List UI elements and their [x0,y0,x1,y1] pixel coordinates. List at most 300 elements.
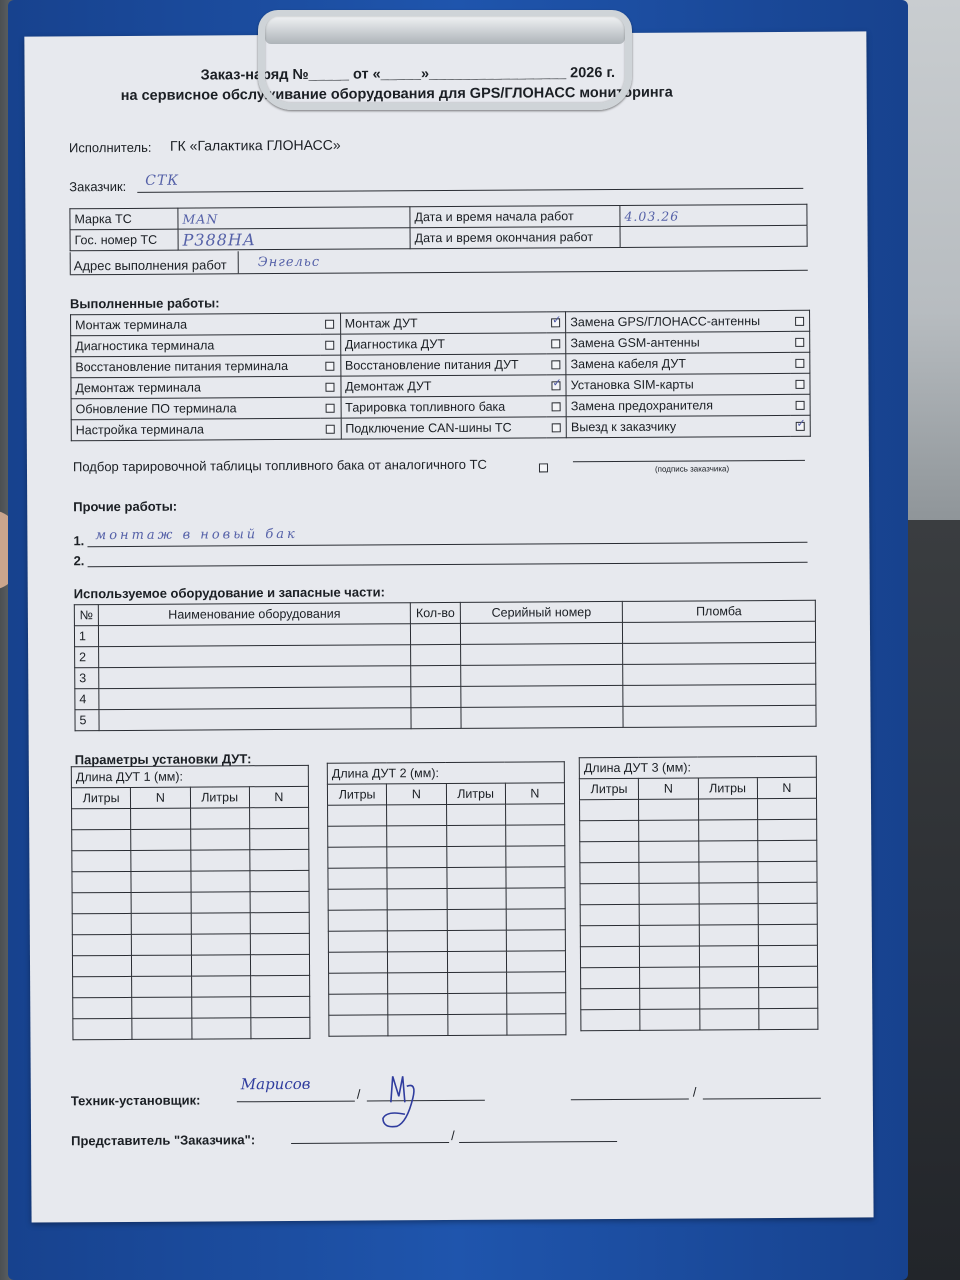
dut-row [72,807,309,829]
dut-cell[interactable] [759,1008,818,1029]
work-item-label: Диагностика ДУТ [340,333,546,355]
dut-cell[interactable] [387,826,446,847]
dut-cell[interactable] [72,829,131,850]
work-item-label: Обновление ПО терминала [71,397,321,420]
dut-cell[interactable] [505,804,564,825]
dut-col-header: Литры [446,783,505,804]
equipment-cell[interactable] [623,705,816,727]
dut-cell[interactable] [190,850,249,871]
header-line-2: на сервисное обслуживание оборудования для GPS/ГЛОНАСС мониторинга [120,84,673,104]
work-item-checkbox-cell [546,375,566,396]
work-item-checkbox-cell [790,373,810,394]
address-divider [238,251,239,273]
dut-cell[interactable] [251,1017,310,1038]
executor-value: ГК «Галактика ГЛОНАСС» [169,136,341,154]
dut-cell[interactable] [191,934,250,955]
dut-row [329,993,566,1015]
work-item-checkbox-cell [321,397,341,418]
dut-cell[interactable] [250,996,309,1017]
technician-slash: / [356,1086,361,1102]
dut-cell[interactable] [446,825,505,846]
representative-label: Представитель "Заказчика": [71,1132,256,1149]
equipment-cell[interactable] [99,687,411,710]
dut-cell[interactable] [580,883,639,904]
equipment-cell[interactable] [461,643,623,665]
dut-cell[interactable] [758,924,817,945]
dut-row [328,867,565,889]
work-item-label: Замена предохранителя [566,394,790,416]
dut-col-header: N [387,784,446,805]
dut-cell[interactable] [72,913,131,934]
work-item-checkbox[interactable] [551,361,560,370]
dut-cell[interactable] [132,955,191,976]
work-item-checkbox-cell [546,333,566,354]
dut-row [580,945,817,967]
technician-label: Техник-установщик: [70,1092,201,1109]
equipment-cell[interactable] [460,622,622,644]
dut-cell[interactable] [639,841,698,862]
work-item-checkbox[interactable] [795,422,804,431]
work-item-checkbox[interactable] [325,320,334,329]
dut-cell[interactable] [328,805,387,826]
dut-cell[interactable] [388,973,447,994]
work-item-checkbox[interactable] [795,401,804,410]
work-item-checkbox-cell [790,394,810,415]
dut-cell[interactable] [505,825,564,846]
work-item-checkbox-cell [546,312,566,333]
technician-name-line [237,1101,355,1103]
dut-cell[interactable] [388,931,447,952]
second-sign-line [703,1098,821,1100]
dut-cell[interactable] [388,952,447,973]
dut-row [580,840,817,862]
start-value[interactable]: 4.03.26 [620,204,807,226]
work-item-label: Выезд к заказчику [566,415,790,437]
dut-table-3 [579,756,819,1031]
equipment-cell[interactable] [99,645,411,668]
dut-cell[interactable] [73,976,132,997]
dut-cell[interactable] [72,892,131,913]
dut-cell[interactable] [328,889,387,910]
equipment-cell[interactable] [623,684,816,706]
work-item-checkbox[interactable] [551,319,560,328]
equipment-cell[interactable] [623,663,816,685]
dut-cell[interactable] [699,967,758,988]
dut-row [72,933,309,955]
dut-cell[interactable] [757,798,816,819]
work-item-label: Восстановление питания ДУТ [340,354,546,376]
dut-row [73,1017,310,1039]
dut-cell[interactable] [699,925,758,946]
dut-cell[interactable] [446,804,505,825]
dut-row [581,966,818,988]
dut-cell[interactable] [191,1018,250,1039]
work-item-checkbox[interactable] [552,424,561,433]
equipment-cell[interactable] [411,686,461,707]
dut-cell[interactable] [639,820,698,841]
other-work-1-value[interactable]: монтаж в новый бак [95,526,298,544]
dut-cell[interactable] [328,931,387,952]
dut-cell[interactable] [329,973,388,994]
dut-cell[interactable] [581,967,640,988]
dut-cell[interactable] [698,841,757,862]
work-item-checkbox-cell [320,334,340,355]
dut-cell[interactable] [506,846,565,867]
dut-row [328,951,565,973]
dut-row [72,912,309,934]
dut-cell[interactable] [328,952,387,973]
plate-value[interactable]: Р388НА [178,228,410,250]
start-label: Дата и время начала работ [410,205,620,227]
work-item-label: Тарировка топливного бака [341,396,547,418]
dut-cell[interactable] [446,867,505,888]
equipment-cell[interactable] [461,706,623,728]
header-line-1: Заказ-наряд №_____ от «_____»_________________ 2026 г. [200,64,616,84]
work-item-checkbox[interactable] [326,362,335,371]
equipment-cell[interactable] [623,642,816,664]
work-item-checkbox[interactable] [326,404,335,413]
other-work-1-line [87,542,807,547]
dut-cell[interactable] [191,892,250,913]
dut-cell[interactable] [388,1015,447,1036]
dut-col-header: Литры [579,778,638,799]
dut-cell[interactable] [639,799,698,820]
equipment-cell[interactable] [411,707,461,728]
equipment-table [74,600,817,732]
work-item-checkbox[interactable] [551,382,560,391]
calibration-label: Подбор тарировочной таблицы топливного бака от аналогичного ТС [72,456,487,475]
dut-cell[interactable] [447,951,506,972]
dut-cell[interactable] [72,955,131,976]
dut-row [72,891,309,913]
dut-cell[interactable] [131,913,190,934]
dut-row [580,924,817,946]
dut-cell[interactable] [698,862,757,883]
dut-cell[interactable] [250,975,309,996]
dut-cell[interactable] [580,946,639,967]
dut-cell[interactable] [250,891,309,912]
dut-row [329,1014,566,1036]
dut-col-header: Литры [327,784,386,805]
equipment-cell[interactable] [410,623,460,644]
end-value[interactable] [620,225,807,247]
dut-cell[interactable] [250,912,309,933]
dut-cell[interactable] [580,862,639,883]
dut-cell[interactable] [758,987,817,1008]
work-item-label: Восстановление питания терминала [71,355,321,378]
dut-cell[interactable] [191,955,250,976]
work-order-sheet [24,31,873,1222]
dut-col-header: Литры [698,778,757,799]
equipment-cell[interactable] [411,644,461,665]
dut-cell[interactable] [758,882,817,903]
work-item-checkbox-cell [546,417,566,438]
other-work-2-line [88,562,808,567]
dut-cell[interactable] [447,993,506,1014]
equipment-cell[interactable] [98,624,410,647]
dut-cell[interactable] [250,954,309,975]
equipment-col-serial: Серийный номер [460,601,622,623]
end-label: Дата и время окончания работ [410,226,620,248]
dut-cell[interactable] [387,868,446,889]
work-item-label: Диагностика терминала [71,334,321,357]
customer-label: Заказчик: [69,178,127,195]
dut-row [581,987,818,1009]
dut-cell[interactable] [581,988,640,1009]
dut-row [580,798,817,820]
dut-cell[interactable] [757,819,816,840]
work-item-label: Замена кабеля ДУТ [566,352,790,374]
dut-cell[interactable] [758,903,817,924]
dut-row [328,846,565,868]
calibration-checkbox[interactable] [539,464,548,473]
work-item-checkbox-cell [320,313,340,334]
dut-cell[interactable] [190,808,249,829]
work-item-checkbox-cell [321,376,341,397]
dut-row [72,954,309,976]
dut-cell[interactable] [699,946,758,967]
equipment-cell[interactable] [411,665,461,686]
dut-cell[interactable] [72,871,131,892]
equipment-cell[interactable] [99,666,411,689]
clip-wire [258,10,632,110]
equipment-cell[interactable] [461,685,623,707]
dut-cell[interactable] [699,1009,758,1030]
dut-cell[interactable] [758,861,817,882]
work-item-checkbox[interactable] [326,425,335,434]
work-item-checkbox-cell [546,396,566,417]
dut-table-title: Длина ДУТ 3 (мм): [579,756,816,778]
dut-cell[interactable] [447,1014,506,1035]
work-item-checkbox[interactable] [795,317,804,326]
dut-col-header: N [505,783,564,804]
equipment-col-name: Наименование оборудования [98,603,410,626]
brand-value[interactable]: MAN [178,207,410,229]
dut-title: Параметры установки ДУТ: [74,751,252,768]
equipment-cell[interactable] [461,664,623,686]
dut-cell[interactable] [699,904,758,925]
technician-signature [377,1062,427,1132]
dut-cell[interactable] [190,829,249,850]
dut-cell[interactable] [447,930,506,951]
equipment-row-num: 1 [74,626,98,647]
dut-cell[interactable] [640,946,699,967]
dut-cell[interactable] [191,976,250,997]
representative-name-line [291,1142,449,1144]
dut-table-2 [327,761,567,1036]
dut-cell[interactable] [581,1009,640,1030]
work-item-checkbox[interactable] [795,380,804,389]
dut-row [328,804,565,826]
work-item-label: Демонтаж ДУТ [341,375,547,397]
dut-cell[interactable] [506,888,565,909]
dut-cell[interactable] [506,972,565,993]
dut-col-header: N [757,777,816,798]
dut-cell[interactable] [758,945,817,966]
dut-cell[interactable] [387,847,446,868]
dut-cell[interactable] [131,850,190,871]
work-item-checkbox[interactable] [552,403,561,412]
work-item-checkbox[interactable] [326,341,335,350]
dut-cell[interactable] [506,909,565,930]
dut-row [580,903,817,925]
dut-cell[interactable] [191,913,250,934]
address-value[interactable]: Энгельс [257,254,321,271]
vehicle-table [69,204,807,252]
dut-cell[interactable] [639,904,698,925]
dut-cell[interactable] [580,841,639,862]
dut-row [73,975,310,997]
second-slash: / [692,1084,697,1100]
dut-cell[interactable] [506,930,565,951]
dut-row [328,930,565,952]
dut-col-header: Литры [190,787,249,808]
dut-row [580,819,817,841]
dut-cell[interactable] [580,925,639,946]
equipment-row [75,705,816,731]
equipment-row-num: 3 [75,668,99,689]
executor-label: Исполнитель: [68,139,152,156]
works-table [70,310,811,442]
dut-cell[interactable] [132,934,191,955]
dut-cell[interactable] [699,883,758,904]
equipment-cell[interactable] [99,708,411,731]
equipment-col-seal: Пломба [622,600,815,622]
dut-cell[interactable] [447,888,506,909]
dut-cell[interactable] [699,988,758,1009]
equipment-row-num: 2 [75,647,99,668]
dut-cell[interactable] [249,828,308,849]
work-item-label: Монтаж терминала [71,313,321,336]
other-work-2-num: 2. [73,553,85,569]
work-item-label: Установка SIM-карты [566,373,790,395]
dut-col-header: Литры [71,787,130,808]
address-label: Адрес выполнения работ [73,257,227,274]
dut-cell[interactable] [698,799,757,820]
dut-cell[interactable] [190,871,249,892]
dut-cell[interactable] [329,994,388,1015]
dut-cell[interactable] [131,871,190,892]
dut-cell[interactable] [639,862,698,883]
dut-row [580,861,817,883]
plate-label: Гос. номер ТС [70,229,178,251]
dut-row [580,882,817,904]
dut-cell[interactable] [698,820,757,841]
dut-cell[interactable] [758,966,817,987]
dut-cell[interactable] [580,799,639,820]
dut-cell[interactable] [328,826,387,847]
dut-cell[interactable] [580,820,639,841]
work-item-label: Замена GPS/ГЛОНАСС-антенны [566,310,790,332]
dut-cell[interactable] [639,883,698,904]
dut-cell[interactable] [132,1018,191,1039]
work-item-checkbox[interactable] [551,340,560,349]
dut-cell[interactable] [387,805,446,826]
dut-row [328,909,565,931]
dut-cell[interactable] [72,850,131,871]
dut-cell[interactable] [758,840,817,861]
dut-row [328,888,565,910]
work-item-label: Подключение CAN-шины ТС [341,417,547,439]
dut-cell[interactable] [580,904,639,925]
dut-cell[interactable] [387,889,446,910]
dut-cell[interactable] [191,997,250,1018]
equipment-col-qty: Кол-во [410,602,460,623]
dut-cell[interactable] [447,909,506,930]
dut-cell[interactable] [507,1014,566,1035]
dut-cell[interactable] [388,994,447,1015]
work-item-checkbox[interactable] [795,338,804,347]
dut-cell[interactable] [640,925,699,946]
dut-cell[interactable] [250,870,309,891]
dut-cell[interactable] [73,997,132,1018]
dut-row [329,972,566,994]
dut-cell[interactable] [328,847,387,868]
representative-sign-line [459,1141,617,1143]
work-item-checkbox-cell [790,415,810,436]
work-item-checkbox[interactable] [795,359,804,368]
dut-cell[interactable] [506,867,565,888]
work-item-label: Монтаж ДУТ [340,312,546,334]
dut-cell[interactable] [328,910,387,931]
dut-cell[interactable] [640,967,699,988]
technician-name[interactable]: Марисов [240,1074,311,1094]
dut-row [72,870,309,892]
work-item-checkbox[interactable] [326,383,335,392]
work-item-checkbox-cell [321,418,341,439]
dut-cell[interactable] [640,988,699,1009]
works-title: Выполненные работы: [69,295,220,312]
work-item-label: Демонтаж терминала [71,376,321,399]
dut-cell[interactable] [132,997,191,1018]
dut-cell[interactable] [446,846,505,867]
dut-row [72,828,309,850]
dut-cell[interactable] [72,934,131,955]
dut-cell[interactable] [131,829,190,850]
customer-line [137,188,803,193]
dut-cell[interactable] [506,993,565,1014]
equipment-col-num: № [74,605,98,626]
customer-value[interactable]: СТК [145,172,180,189]
work-item-label: Настройка терминала [71,418,321,441]
dut-cell[interactable] [387,910,446,931]
works-row [71,415,810,441]
dut-table-title: Длина ДУТ 2 (мм): [327,762,564,784]
work-item-checkbox-cell [790,352,810,373]
work-item-label: Замена GSM-антенны [566,331,790,353]
dut-cell[interactable] [131,808,190,829]
dut-cell[interactable] [329,1015,388,1036]
dut-cell[interactable] [640,1009,699,1030]
dut-cell[interactable] [447,972,506,993]
dut-col-header: N [131,787,190,808]
dut-table-title: Длина ДУТ 1 (мм): [71,765,308,787]
work-item-checkbox-cell [790,310,810,331]
signature-caption: (подпись заказчика) [654,464,730,474]
representative-slash: / [451,1127,455,1143]
dut-cell[interactable] [249,807,308,828]
dut-cell[interactable] [72,808,131,829]
dut-row [328,825,565,847]
dut-cell[interactable] [506,951,565,972]
dut-cell[interactable] [328,868,387,889]
dut-cell[interactable] [250,933,309,954]
dut-cell[interactable] [132,976,191,997]
dut-cell[interactable] [131,892,190,913]
equipment-cell[interactable] [622,621,815,643]
dut-cell[interactable] [73,1018,132,1039]
dut-cell[interactable] [250,849,309,870]
